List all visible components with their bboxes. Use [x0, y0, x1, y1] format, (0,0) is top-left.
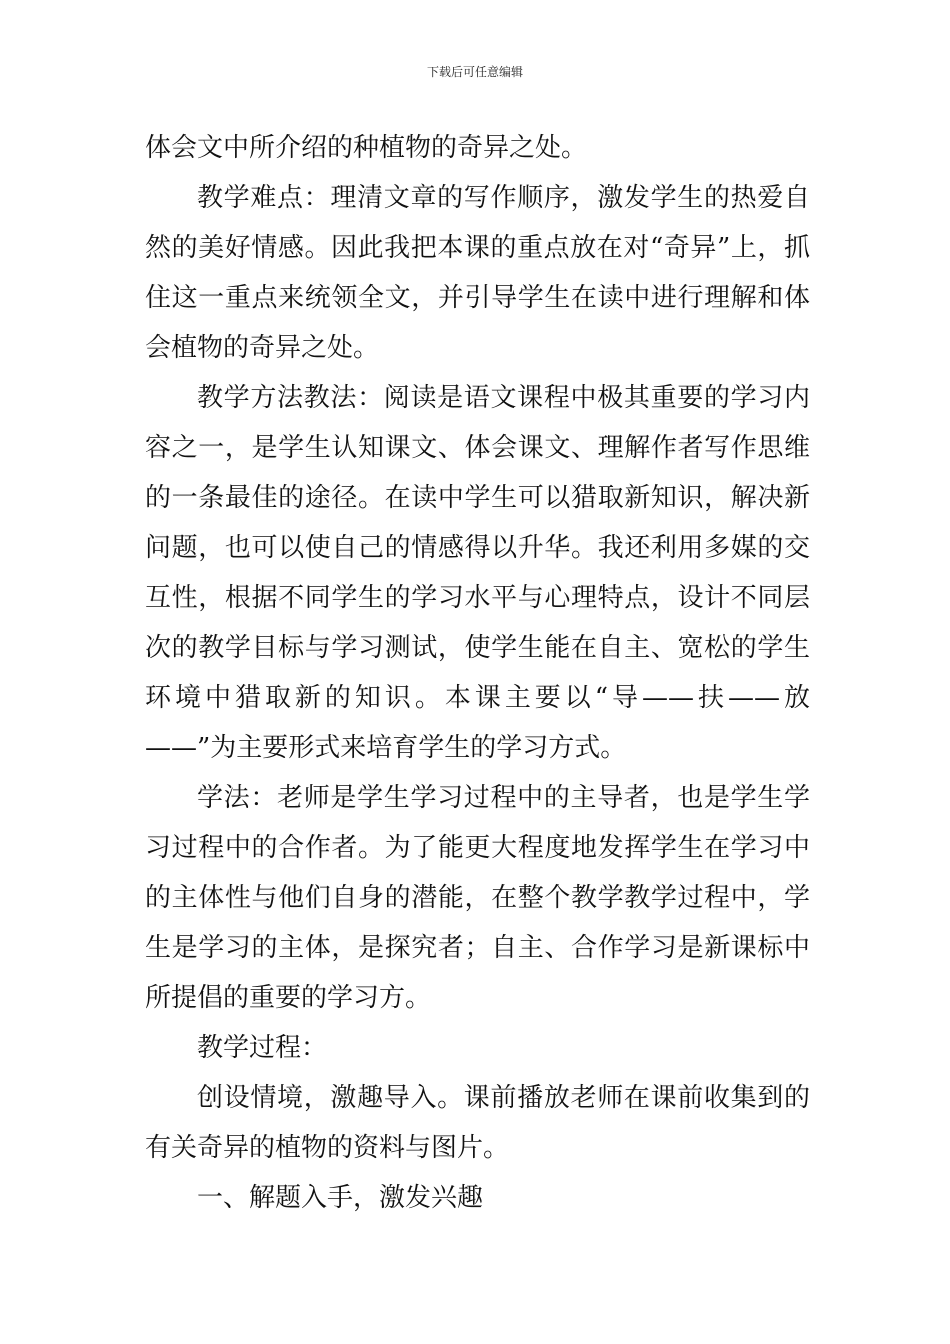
document-body — [145, 123, 810, 1223]
page-header: 下载后可任意编辑 — [426, 65, 523, 79]
section-heading-one: 一、解题入手，激发兴趣 — [197, 1183, 484, 1213]
paragraph-teaching-method: 教学方法教法：阅读是语文课程中极其重要的学习内容之一，是学生认知课文、体会课文、理解作者写作思维的一条最佳的途径。在读中学生可以猎取新知识，解决新问题，也可以使自己的情感得以升华。我还利用多媒的交互性，根据不同学生的学习水平与心理特点，设计不同层次的教学目标与学习测试，使学生能在自主、宽松的学生环境中猎取新的知识。本课主要以“导——扶——放——”为主要形式来培育学生的学习方式。 — [145, 383, 810, 763]
paragraph-learning-method: 学法：老师是学生学习过程中的主导者，也是学生学习过程中的合作者。为了能更大程度地发挥学生在学习中的主体性与他们自身的潜能，在整个教学教学过程中，学生是学习的主体，是探究者；自主、合作学习是新课标中所提倡的重要的学习方。 — [145, 783, 810, 1013]
paragraph-teaching-process-heading: 教学过程： — [197, 1033, 328, 1063]
paragraph-continuation: 体会文中所介绍的种植物的奇异之处。 — [145, 133, 588, 163]
paragraph-introduction: 创设情境，激趣导入。课前播放老师在课前收集到的有关奇异的植物的资料与图片。 — [145, 1083, 810, 1163]
paragraph-teaching-difficulty: 教学难点：理清文章的写作顺序，激发学生的热爱自然的美好情感。因此我把本课的重点放在对“奇异”上，抓住这一重点来统领全文，并引导学生在读中进行理解和体会植物的奇异之处。 — [145, 183, 810, 363]
